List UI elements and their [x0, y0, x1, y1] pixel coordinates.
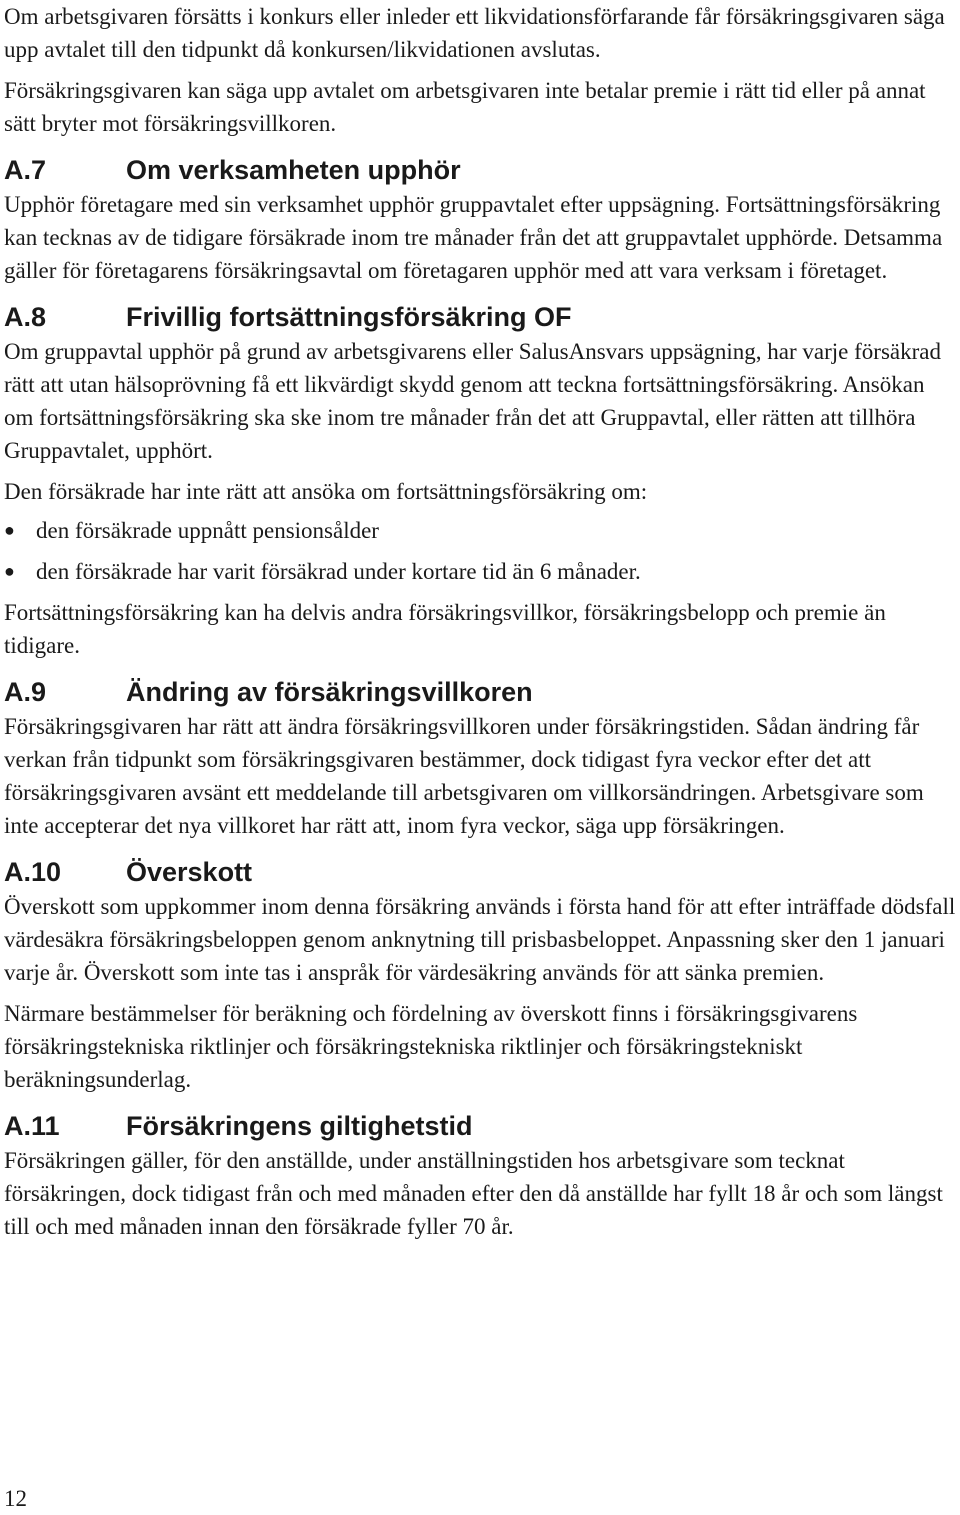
section-heading-a8 [4, 300, 956, 334]
list-item [4, 514, 956, 547]
section-heading-a10 [4, 855, 956, 889]
paragraph-terms-change: Försäkringsgivaren har rätt att ändra försäkringsvillkoren under försäkringstiden. Sådan ändring får verkan från tidpunkt som försäkringsgivaren bestämmer, dock tidigast fyra veckor efter det att försäkringsgivaren avsänt ett meddelande till arbetsgivaren om villkorsändringen. Arbetsgivare som inte accepterar det nya villkoret har rätt att, inom fyra veckor, säga upp försäkringen. [4, 714, 924, 838]
section-number: A.11 [4, 1111, 60, 1141]
bullet-icon: ● [4, 561, 15, 581]
section-number: A.7 [4, 155, 47, 185]
list-item [4, 555, 956, 588]
section-title: Om verksamheten upphör [126, 155, 461, 185]
section-title: Överskott [126, 857, 253, 887]
paragraph-premium-breach: Försäkringsgivaren kan säga upp avtalet om arbetsgivaren inte betalar premie i rätt tid eller på annat sätt bryter mot försäkringsvillkoren. [4, 78, 926, 136]
paragraph-surplus-rules: Närmare bestämmelser för beräkning och fördelning av överskott finns i försäkringsgivarens försäkringstekniska riktlinjer och försäkringstekniska riktlinjer och försäkringstekniskt beräkningsunderlag. [4, 1001, 858, 1092]
section-title: Frivillig fortsättningsförsäkring OF [126, 302, 572, 332]
paragraph-no-right-conditions: Den försäkrade har inte rätt att ansöka om fortsättningsförsäkring om: [4, 479, 648, 504]
bullet-icon: ● [4, 520, 15, 540]
paragraph-continuation-terms: Fortsättningsförsäkring kan ha delvis andra försäkringsvillkor, försäkringsbelopp och premie än tidigare. [4, 600, 886, 658]
section-heading-a9 [4, 675, 956, 709]
document-page [4, 0, 956, 1243]
list-item-text: den försäkrade uppnått pensionsålder [36, 518, 379, 543]
section-number: A.9 [4, 677, 47, 707]
paragraph-business-ceases: Upphör företagare med sin verksamhet upphör gruppavtalet efter uppsägning. Fortsättningsförsäkring kan tecknas av de tidigare försäkrade inom tre månader från det att gruppavtalet upphörde. Detsamma gäller för företagarens försäkringsavtal om företagaren upphör med att vara verksam i företaget. [4, 192, 943, 283]
paragraph-bankruptcy: Om arbetsgivaren försätts i konkurs eller inleder ett likvidationsförfarande får försäkringsgivaren säga upp avtalet till den tidpunkt då konkursen/likvidationen avslutas. [4, 4, 945, 62]
section-heading-a11 [4, 1109, 956, 1143]
paragraph-validity-period: Försäkringen gäller, för den anställde, under anställningstiden hos arbetsgivare som tecknat försäkringen, dock tidigast från och med månaden efter den då anställde har fyllt 18 år och som längst till och med månaden innan den försäkrade fyller 70 år. [4, 1148, 943, 1239]
page-number: 12 [4, 1486, 27, 1511]
paragraph-continuation-right: Om gruppavtal upphör på grund av arbetsgivarens eller SalusAnsvars uppsägning, har varje försäkrad rätt att utan hälsoprövning få ett likvärdigt skydd genom att teckna fortsättningsförsäkring. Ansökan om fortsättningsförsäkring ska ske inom tre månader från det att Gruppavtal, eller rätten att tillhöra Gruppavtalet, upphört. [4, 339, 941, 463]
list-item-text: den försäkrade har varit försäkrad under kortare tid än 6 månader. [36, 559, 641, 584]
section-title: Försäkringens giltighetstid [126, 1111, 473, 1141]
section-number: A.8 [4, 302, 47, 332]
bullet-list [4, 514, 956, 588]
paragraph-surplus-use: Överskott som uppkommer inom denna försäkring används i första hand för att efter inträffade dödsfall värdesäkra försäkringsbeloppen genom anknytning till prisbasbeloppet. Anpassning sker den 1 januari varje år. Överskott som inte tas i anspråk för värdesäkring används för att sänka premien. [4, 894, 956, 985]
section-number: A.10 [4, 857, 62, 887]
section-heading-a7 [4, 153, 956, 187]
section-title: Ändring av försäkringsvillkoren [126, 677, 533, 707]
